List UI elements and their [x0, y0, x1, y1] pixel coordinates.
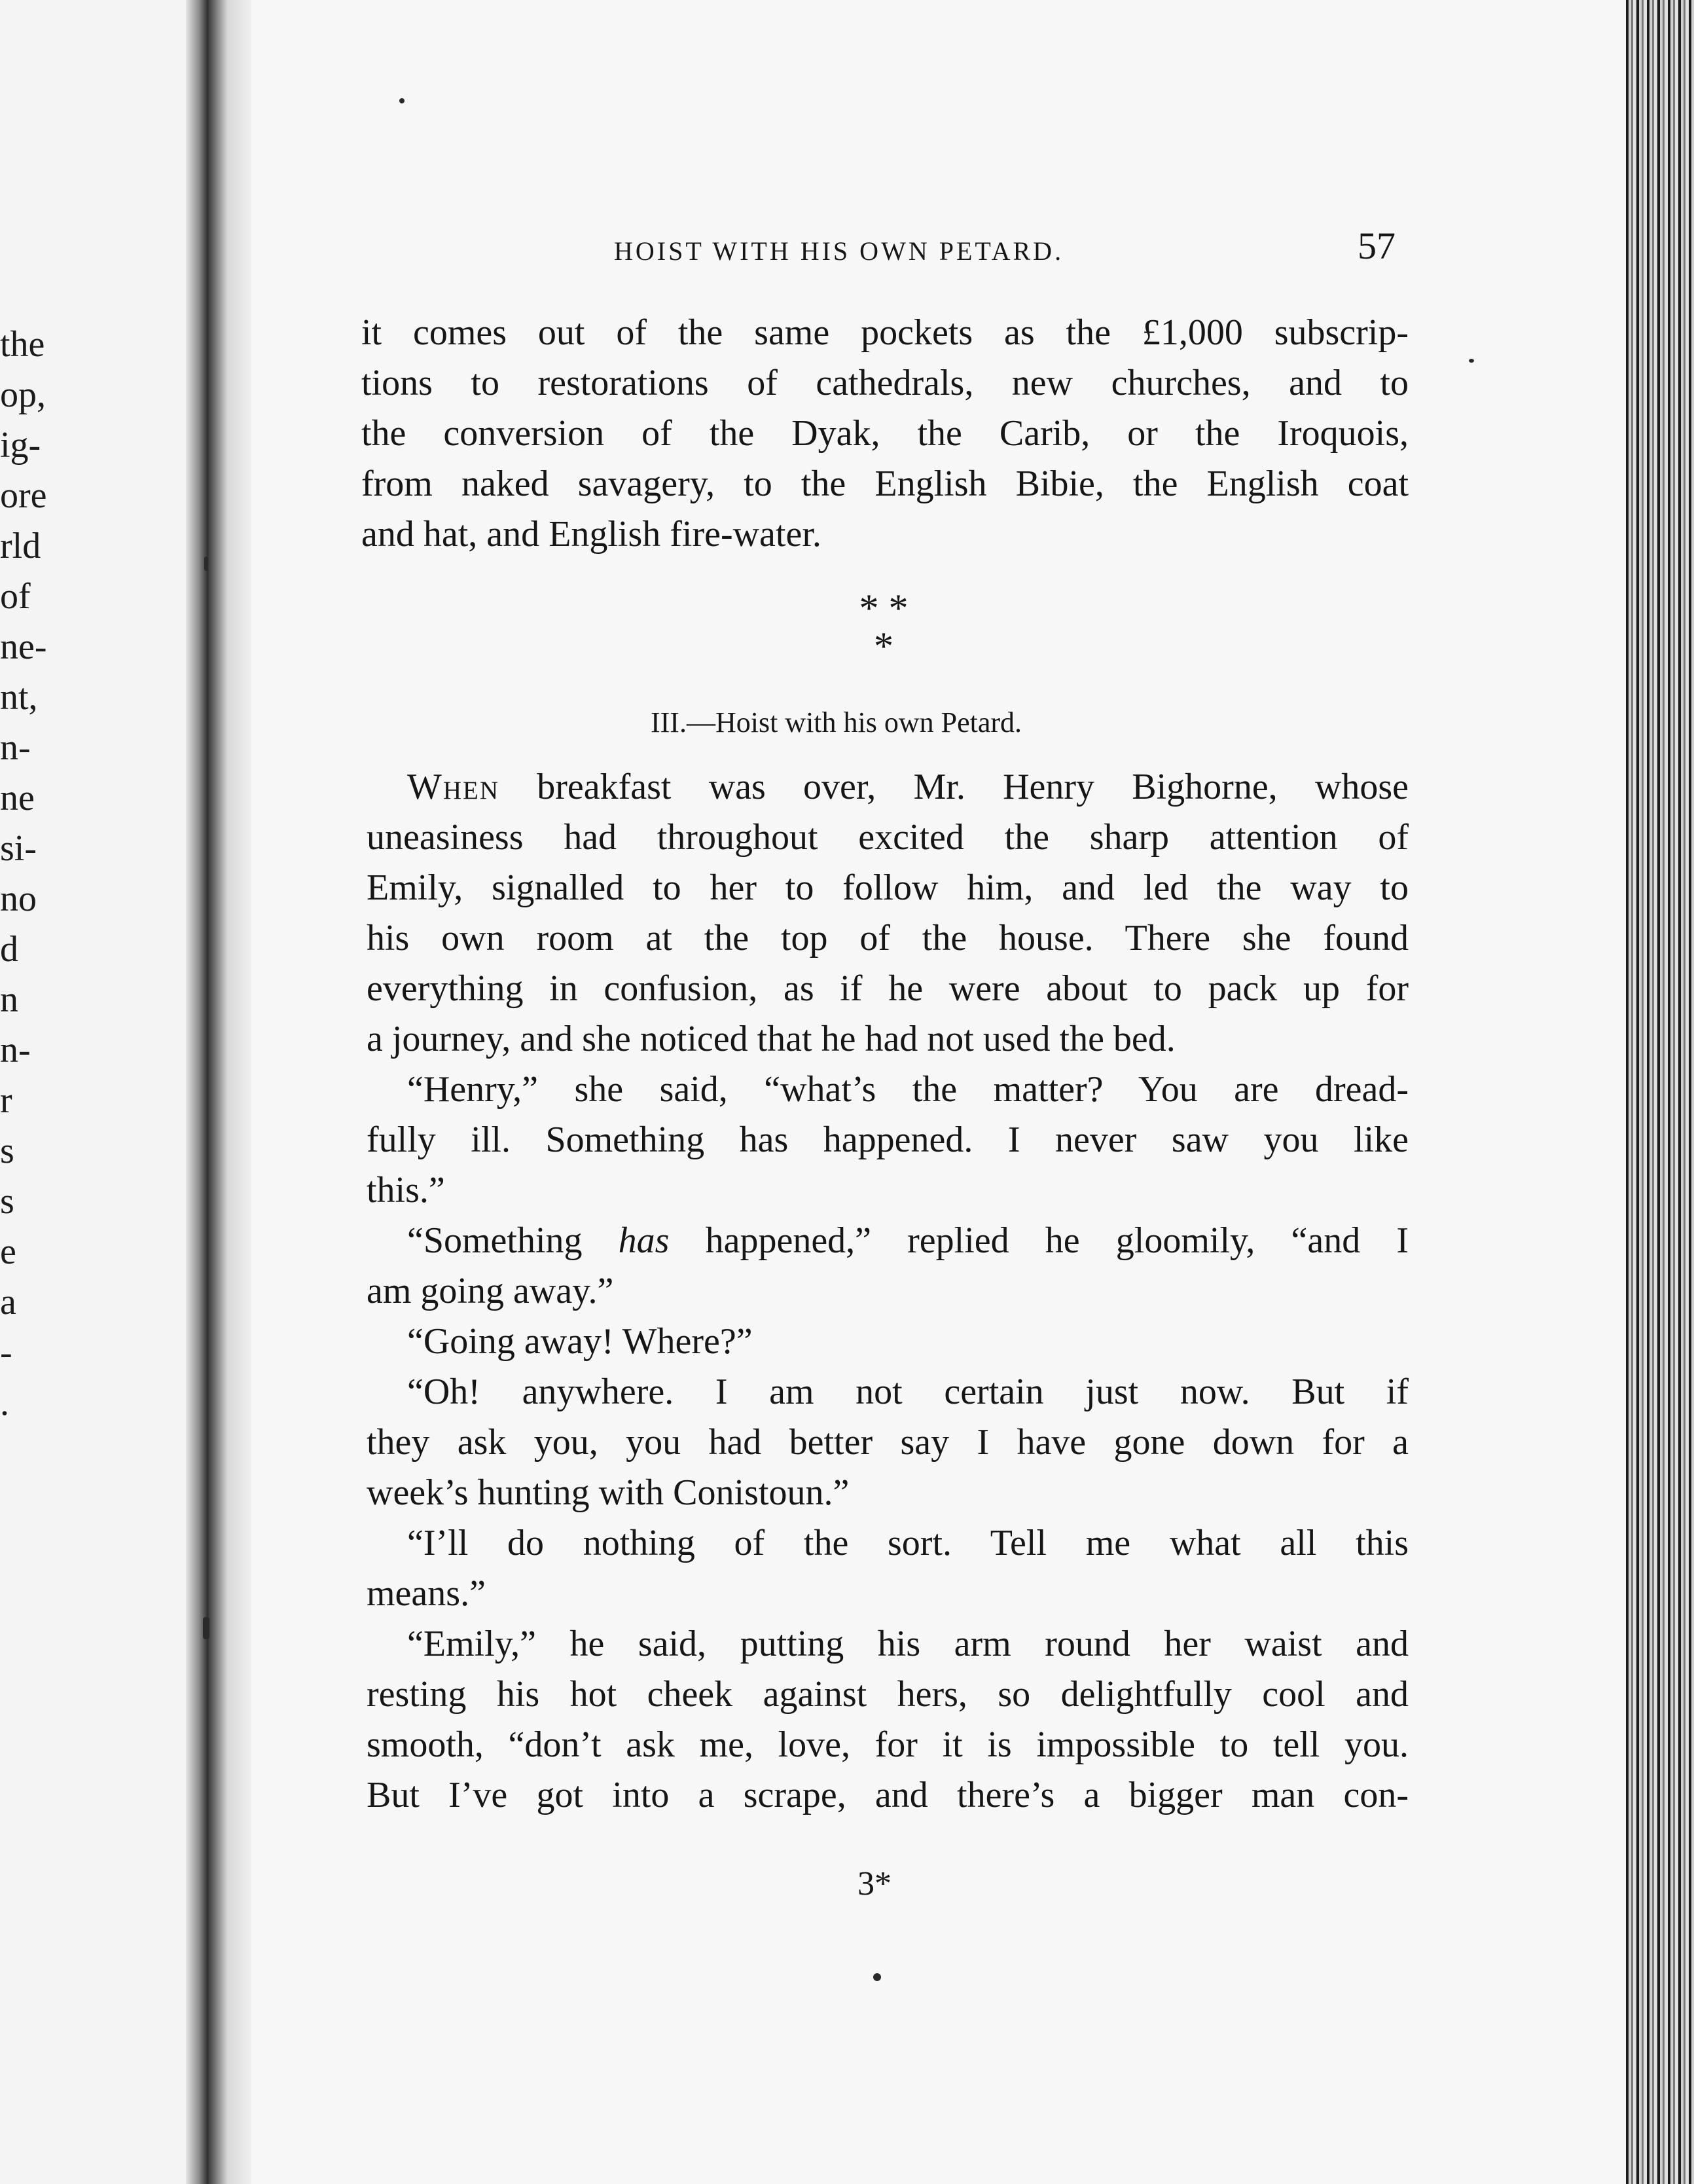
- left-page-fragment: n-: [0, 1030, 31, 1070]
- scan-speck: [203, 1617, 209, 1639]
- story-body: [367, 762, 1409, 1821]
- left-page-fragment: op,: [0, 374, 46, 415]
- left-page-fragment: ore: [0, 475, 47, 516]
- text-line: means.”: [367, 1573, 486, 1614]
- text-line: it comes out of the same pockets as the £1,000 subscrip-: [361, 312, 1409, 353]
- top-paragraph: [361, 308, 1409, 560]
- asterism-top: * *: [859, 587, 909, 630]
- left-page-fragment: ne: [0, 778, 35, 818]
- text-line: this.”: [367, 1170, 445, 1210]
- running-head: HOIST WITH HIS OWN PETARD.: [614, 236, 1064, 266]
- page-edges: [1626, 0, 1694, 2184]
- text-run: breakfast was over, Mr. Henry Bighorne, whose: [499, 767, 1409, 807]
- left-page-fragment: rld: [0, 526, 41, 566]
- drop-word: When: [407, 767, 500, 807]
- text-line: fully ill. Something has happened. I never saw you like: [367, 1119, 1409, 1160]
- left-page-text-fragments: [0, 319, 79, 1429]
- text-line: “Henry,” she said, “what’s the matter? You are dread-: [407, 1069, 1409, 1110]
- text-line: [367, 1216, 1409, 1266]
- left-page-fragment: of: [0, 576, 31, 617]
- text-line: week’s hunting with Conistoun.”: [367, 1472, 850, 1513]
- text-line: smooth, “don’t ask me, love, for it is impossible to tell you.: [367, 1724, 1409, 1765]
- left-page-fragment: d: [0, 929, 18, 970]
- text-line: the conversion of the Dyak, the Carib, or the Iroquois,: [361, 413, 1409, 454]
- left-page-fragment: ig-: [0, 425, 41, 465]
- left-page-fragment: n: [0, 979, 18, 1020]
- left-page-fragment: the: [0, 324, 45, 365]
- text-line: they ask you, you had better say I have gone down for a: [367, 1422, 1409, 1463]
- text-line: from naked savagery, to the English Bibie, the English coat: [361, 464, 1409, 504]
- asterism-divider: [818, 587, 949, 668]
- text-line: “Oh! anywhere. I am not certain just now. But if: [407, 1372, 1409, 1412]
- text-run: happened,” replied he gloomily, “and I: [669, 1220, 1409, 1261]
- text-line: am going away.”: [367, 1271, 614, 1311]
- italic-emphasis: has: [618, 1220, 670, 1261]
- text-line: uneasiness had throughout excited the sharp attention of: [367, 817, 1409, 858]
- left-page-fragment: a: [0, 1282, 16, 1322]
- left-facing-page: [0, 0, 208, 2184]
- scan-speck: [1469, 359, 1474, 363]
- scan-speck: [399, 98, 405, 103]
- left-page-fragment: no: [0, 879, 37, 919]
- left-page-fragment: s: [0, 1131, 14, 1171]
- text-line: and hat, and English fire-water.: [361, 514, 821, 555]
- text-line: “Going away! Where?”: [407, 1321, 753, 1362]
- text-line: everything in confusion, as if he were about to pack up for: [367, 968, 1409, 1009]
- asterism-bottom: *: [874, 625, 893, 668]
- left-page-fragment: -: [0, 1332, 12, 1373]
- text-line: “Emily,” he said, putting his arm round her waist and: [407, 1624, 1409, 1664]
- book-gutter: [208, 0, 251, 2184]
- text-line: a journey, and she noticed that he had not used the bed.: [367, 1019, 1176, 1059]
- text-line: But I’ve got into a scrape, and there’s a bigger man con-: [367, 1775, 1409, 1815]
- left-page-fragment: ne-: [0, 627, 47, 667]
- scan-speck: [873, 1973, 881, 1981]
- text-line: “I’ll do nothing of the sort. Tell me what all this: [407, 1523, 1409, 1563]
- left-page-fragment: e: [0, 1231, 16, 1272]
- scan-speck: [204, 556, 208, 571]
- left-page-fragment: .: [0, 1383, 9, 1423]
- left-page-fragment: si-: [0, 828, 37, 869]
- text-run: “Something: [407, 1220, 619, 1261]
- text-line: [367, 762, 1409, 812]
- page-number: 57: [1358, 225, 1396, 267]
- text-line: resting his hot cheek against hers, so delightfully cool and: [367, 1674, 1409, 1715]
- signature-mark: 3*: [857, 1865, 892, 1902]
- section-heading: III.—Hoist with his own Petard.: [651, 706, 1022, 738]
- left-page-fragment: nt,: [0, 677, 38, 718]
- left-page-fragment: n-: [0, 727, 31, 768]
- text-line: tions to restorations of cathedrals, new churches, and to: [361, 363, 1409, 403]
- left-page-fragment: s: [0, 1181, 14, 1222]
- left-page-gutter-shadow: [186, 0, 208, 2184]
- text-line: Emily, signalled to her to follow him, and led the way to: [367, 867, 1409, 908]
- text-line: his own room at the top of the house. There she found: [367, 918, 1409, 958]
- left-page-fragment: r: [0, 1080, 12, 1121]
